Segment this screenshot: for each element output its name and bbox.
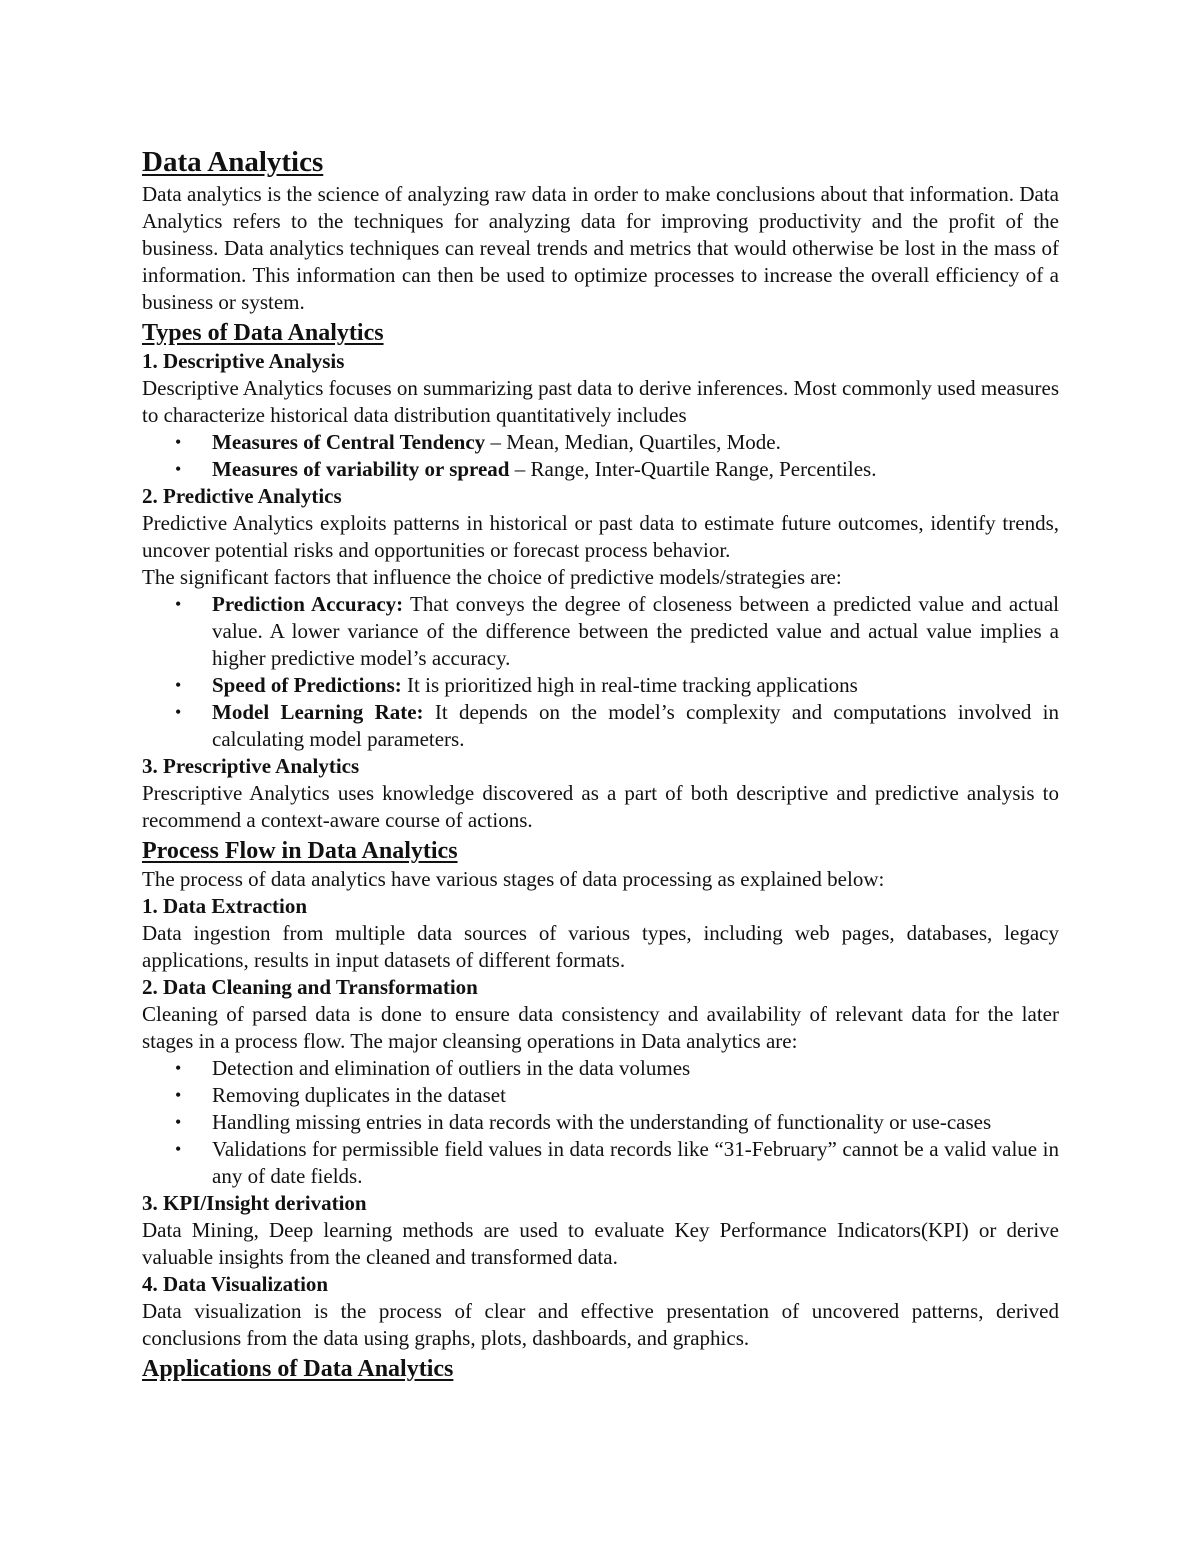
bullet-icon: •	[175, 594, 182, 614]
bullet-icon: •	[175, 459, 182, 479]
descriptive-paragraph: Descriptive Analytics focuses on summarizing past data to derive inferences. Most commonly used measures to characterize historical data distribution quantitatively includes	[142, 376, 1059, 427]
list-item	[175, 699, 1059, 753]
list-item-text: Removing duplicates in the dataset	[212, 1083, 506, 1107]
list-item-text: – Mean, Median, Quartiles, Mode.	[485, 430, 781, 454]
list-item	[175, 429, 1059, 456]
cleaning-heading: 2. Data Cleaning and Transformation	[142, 975, 478, 999]
types-heading: Types of Data Analytics	[142, 320, 384, 346]
cleaning-list	[142, 1055, 1059, 1190]
extraction-heading: 1. Data Extraction	[142, 894, 308, 918]
list-item-term: Speed of Predictions:	[212, 673, 402, 697]
bullet-icon: •	[175, 1112, 182, 1132]
bullet-icon: •	[175, 702, 182, 722]
cleaning-paragraph: Cleaning of parsed data is done to ensure data consistency and availability of relevant data for the later stages in a process flow. The major cleansing operations in Data analytics are:	[142, 1002, 1059, 1053]
descriptive-heading: 1. Descriptive Analysis	[142, 349, 345, 373]
kpi-paragraph: Data Mining, Deep learning methods are used to evaluate Key Performance Indicators(KPI) or derive valuable insights from the cleaned and transformed data.	[142, 1218, 1059, 1269]
process-heading: Process Flow in Data Analytics	[142, 838, 458, 864]
list-item-text: Detection and elimination of outliers in the data volumes	[212, 1056, 691, 1080]
applications-heading: Applications of Data Analytics	[142, 1356, 454, 1382]
list-item	[175, 456, 1059, 483]
predictive-list	[142, 591, 1059, 753]
list-item-term: Measures of Central Tendency	[212, 430, 486, 454]
bullet-icon: •	[175, 1139, 182, 1159]
list-item	[175, 1136, 1059, 1190]
visualization-heading: 4. Data Visualization	[142, 1272, 329, 1296]
list-item	[175, 672, 1059, 699]
list-item	[175, 591, 1060, 672]
bullet-icon: •	[175, 432, 182, 452]
document-title: Data Analytics	[142, 146, 324, 178]
list-item	[175, 1109, 1059, 1136]
list-item	[175, 1055, 1059, 1082]
list-item-text: It depends on the model’s complexity and computations involved in calculating model parameters.	[212, 700, 1059, 751]
list-item-term: Measures of variability or spread	[212, 457, 510, 481]
list-item-text: Validations for permissible field values in data records like “31-February” cannot be a valid value in any of date fields.	[212, 1137, 1059, 1188]
list-item-text: That conveys the degree of closeness between a predicted value and actual value. A lower variance of the difference between the predicted value and actual value implies a higher predictive model’s accuracy.	[212, 592, 1060, 670]
prescriptive-paragraph: Prescriptive Analytics uses knowledge discovered as a part of both descriptive and predictive analysis to recommend a context-aware course of actions.	[142, 781, 1059, 832]
intro-paragraph: Data analytics is the science of analyzing raw data in order to make conclusions about that information. Data Analytics refers to the techniques for analyzing data for improving productivity and the profit of the business. Data analytics techniques can reveal trends and metrics that would otherwise be lost in the mass of information. This information can then be used to optimize processes to increase the overall efficiency of a business or system.	[142, 182, 1059, 314]
extraction-paragraph: Data ingestion from multiple data sources of various types, including web pages, databases, legacy applications, results in input datasets of different formats.	[142, 921, 1059, 972]
prescriptive-heading: 3. Prescriptive Analytics	[142, 754, 360, 778]
list-item-term: Prediction Accuracy:	[212, 592, 404, 616]
descriptive-list	[142, 429, 1059, 483]
visualization-paragraph: Data visualization is the process of clear and effective presentation of uncovered patterns, derived conclusions from the data using graphs, plots, dashboards, and graphics.	[142, 1299, 1059, 1350]
list-item	[175, 1082, 1059, 1109]
list-item-text: It is prioritized high in real-time tracking applications	[401, 673, 858, 697]
bullet-icon: •	[175, 675, 182, 695]
bullet-icon: •	[175, 1058, 182, 1078]
list-item-text: Handling missing entries in data records with the understanding of functionality or use-cases	[212, 1110, 992, 1134]
predictive-paragraph: Predictive Analytics exploits patterns in historical or past data to estimate future outcomes, identify trends, uncover potential risks and opportunities or forecast process behavior.	[142, 511, 1059, 562]
list-item-term: Model Learning Rate:	[212, 700, 424, 724]
kpi-heading: 3. KPI/Insight derivation	[142, 1191, 367, 1215]
predictive-factors-paragraph: The significant factors that influence the choice of predictive models/strategies are:	[142, 565, 842, 589]
list-item-text: – Range, Inter-Quartile Range, Percentiles.	[509, 457, 877, 481]
process-intro-paragraph: The process of data analytics have various stages of data processing as explained below:	[142, 867, 885, 891]
bullet-icon: •	[175, 1085, 182, 1105]
predictive-heading: 2. Predictive Analytics	[142, 484, 342, 508]
document-body	[142, 143, 1059, 1384]
